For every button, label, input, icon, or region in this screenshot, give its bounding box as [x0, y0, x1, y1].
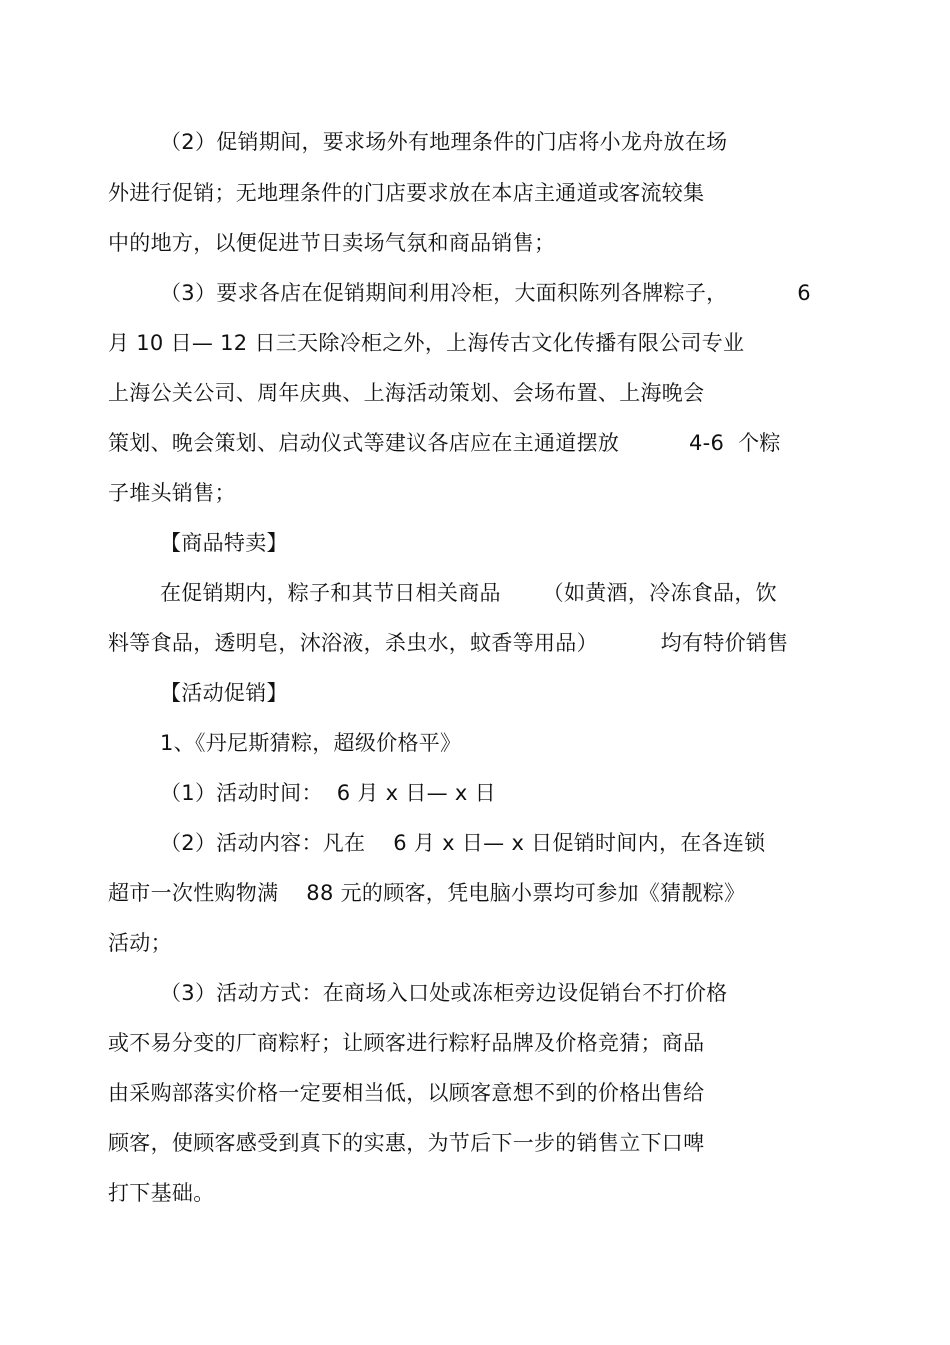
- text-line: 月 10 日— 12 日三天除冷柜之外，上海传古文化传播有限公司专业: [108, 331, 745, 355]
- text-line: 1、《丹尼斯猜粽，超级价格平》: [160, 731, 462, 755]
- text-line: 活动；: [108, 931, 172, 955]
- text-line: （1）活动时间： 6 月 x 日— x 日: [160, 781, 496, 805]
- text-line: 外进行促销；无地理条件的门店要求放在本店主通道或客流较集: [108, 181, 705, 205]
- text-line: 由采购部落实价格一定要相当低，以顾客意想不到的价格出售给: [108, 1081, 705, 1105]
- text-line: 策划、晚会策划、启动仪式等建议各店应在主通道摆放 4-6 个粽: [108, 431, 781, 455]
- text-line: 或不易分变的厂商粽籽；让顾客进行粽籽品牌及价格竞猜；商品: [108, 1031, 705, 1055]
- text-line: （2）活动内容：凡在 6 月 x 日— x 日促销时间内，在各连锁: [160, 831, 766, 855]
- text-line: 超市一次性购物满 88 元的顾客，凭电脑小票均可参加《猜靓粽》: [108, 881, 746, 905]
- section-heading: 【商品特卖】: [160, 531, 288, 555]
- text-line: 子堆头销售；: [108, 481, 236, 505]
- text-line: 中的地方，以便促进节日卖场气氛和商品销售；: [108, 231, 556, 255]
- text-line: 在促销期内，粽子和其节日相关商品 （如黄酒，冷冻食品，饮: [160, 581, 777, 605]
- text-line: 打下基础。: [108, 1181, 215, 1205]
- text-line: 料等食品，透明皂，沐浴液，杀虫水，蚊香等用品） 均有特价销售: [108, 631, 789, 655]
- text-line: 顾客，使顾客感受到真下的实惠，为节后下一步的销售立下口啤: [108, 1131, 705, 1155]
- text-line: （3）要求各店在促销期间利用冷柜，大面积陈列各牌粽子， 6: [160, 281, 811, 305]
- text-line: （3）活动方式：在商场入口处或冻柜旁边设促销台不打价格: [160, 981, 728, 1005]
- section-heading: 【活动促销】: [160, 681, 288, 705]
- text-line: （2）促销期间，要求场外有地理条件的门店将小龙舟放在场: [160, 130, 728, 154]
- text-line: 上海公关公司、周年庆典、上海活动策划、会场布置、上海晚会: [108, 381, 705, 405]
